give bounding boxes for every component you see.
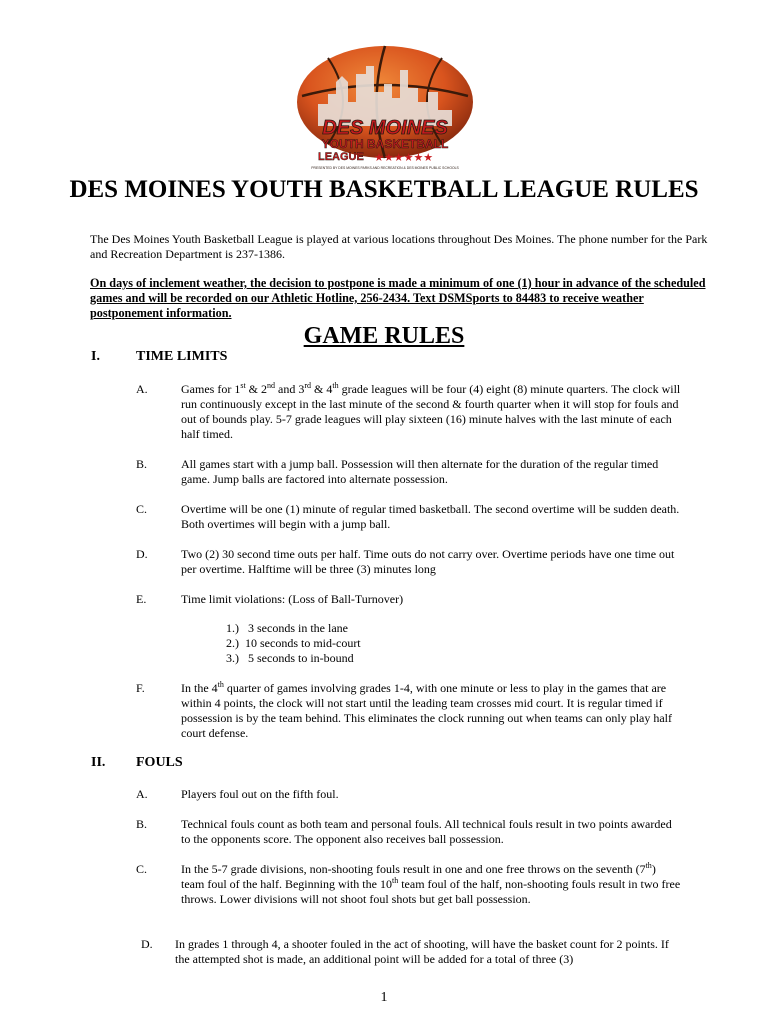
game-rules-heading: GAME RULES: [303, 323, 465, 349]
rule-item: All games start with a jump ball. Possession will then alternate for the duration of the regular timed game. Jump balls are factored into alternate possession.: [181, 457, 659, 486]
rule-item: Technical fouls count as both team and personal fouls. All technical fouls result in two points awarded to the opponents score. The opponent also receives ball possession.: [181, 817, 672, 846]
superscript: th: [645, 861, 652, 870]
rule-text: In the 4: [181, 681, 218, 695]
rule-text: and 3: [275, 382, 305, 396]
rule-text: Games for 1: [181, 382, 241, 396]
section-title: TIME LIMITS: [136, 349, 228, 364]
rule-item: Two (2) 30 second time outs per half. Time outs do not carry over. Overtime periods have one time out per overtime. Halftime will be three (3) minutes long: [181, 547, 675, 576]
rule-item: Players foul out on the fifth foul.: [181, 787, 339, 801]
item-letter: D.: [136, 547, 148, 561]
rule-text: grade leagues will be four (4) eight (8) minute quarters. The clock will run continuously except in the last minute of the second & fourth quarter when it will stop for fouls and out of bounds play. 5-7 grade leagues will play sixteen (16) minute halves with the last minute of each half timed.: [181, 382, 681, 441]
item-letter: C.: [136, 862, 148, 876]
logo-line2: YOUTH BASKETBALL: [321, 137, 449, 151]
item-letter: F.: [136, 681, 145, 695]
section-number: I.: [91, 349, 100, 364]
superscript: th: [332, 381, 339, 390]
section-number: II.: [91, 755, 106, 770]
item-letter: D.: [141, 937, 153, 951]
intro-paragraph: The Des Moines Youth Basketball League is played at various locations throughout Des Moines. The phone number for the Park and Recreation Department is 237-1386.: [90, 232, 708, 261]
rule-item: In grades 1 through 4, a shooter fouled in the act of shooting, will have the basket count for 2 points. If the attempted shot is made, an additional point will be added for a total of three (3): [175, 937, 669, 966]
page-number: 1: [380, 990, 388, 1005]
superscript: th: [217, 680, 224, 689]
rule-text: & 4: [311, 382, 333, 396]
rule-item: [181, 862, 681, 907]
superscript: rd: [304, 381, 312, 390]
rule-text: & 2: [245, 382, 268, 396]
page-title: DES MOINES YOUTH BASKETBALL LEAGUE RULES: [69, 176, 699, 203]
superscript: nd: [267, 381, 276, 390]
logo-stars: ★★★★★★: [374, 151, 434, 164]
rule-item: [181, 681, 681, 741]
item-letter: C.: [136, 502, 148, 516]
section-title: FOULS: [136, 755, 183, 770]
league-logo: [288, 44, 482, 172]
list-item: 3.) 5 seconds to in-bound: [226, 651, 354, 665]
weather-notice: On days of inclement weather, the decision to postpone is made a minimum of one (1) hour in advance of the scheduled games and will be recorded on our Athletic Hotline, 256-2434. Text DSMSports to 84483 to receive weather postponement information.: [90, 276, 706, 320]
list-item: 2.) 10 seconds to mid-court: [226, 636, 361, 650]
rule-text: ) team foul of the half. Beginning with the 10: [181, 862, 656, 891]
rule-item: Overtime will be one (1) minute of regular timed basketball. The second overtime will be sudden death. Both overtimes will begin with a jump ball.: [181, 502, 680, 531]
rule-text: In the 5-7 grade divisions, non-shooting fouls result in one and one free throws on the seventh (7: [181, 862, 646, 876]
logo-line1: DES MOINES: [322, 117, 448, 139]
superscript: st: [240, 381, 246, 390]
rule-item: Time limit violations: (Loss of Ball-Turnover): [181, 592, 404, 606]
logo-line3: LEAGUE: [318, 151, 364, 163]
rule-text: quarter of games involving grades 1-4, with one minute or less to play in the games that are within 4 points, the clock will not start until the leading team crosses mid court. It is regular timed if possession is by the team behind. This eliminates the clock running out when teams can only play half court defense.: [181, 681, 673, 740]
item-letter: A.: [136, 787, 148, 801]
item-letter: E.: [136, 592, 147, 606]
item-letter: B.: [136, 457, 148, 471]
violation-list: [226, 621, 361, 666]
rule-item: [181, 382, 681, 442]
item-letter: B.: [136, 817, 148, 831]
superscript: th: [391, 876, 399, 885]
rule-text: team foul of the half, non-shooting fouls result in two free throws. Lower divisions will not shoot foul shots but get ball possession.: [181, 877, 681, 906]
logo-tagline: PRESENTED BY DES MOINES PARKS AND RECREATION & DES MOINES PUBLIC SCHOOLS: [311, 166, 459, 170]
list-item: 1.) 3 seconds in the lane: [226, 621, 348, 635]
item-letter: A.: [136, 382, 148, 396]
